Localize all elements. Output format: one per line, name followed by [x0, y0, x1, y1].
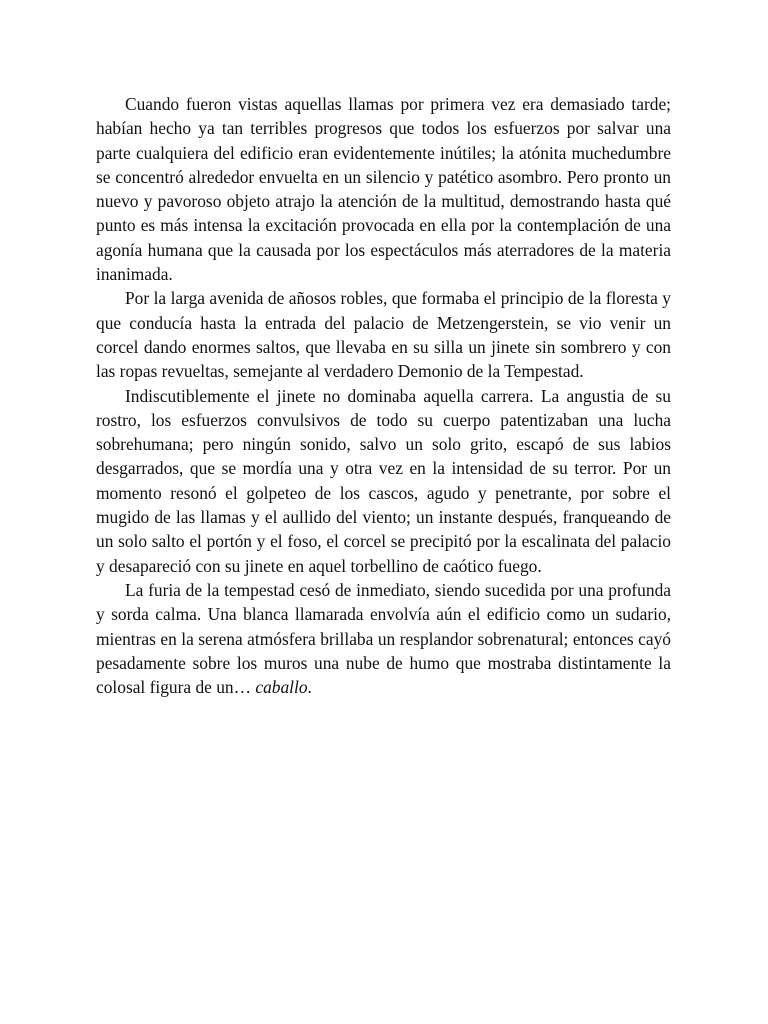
italic-word: caballo	[255, 677, 308, 698]
paragraph-4-text: La furia de la tempestad cesó de inmediato, siendo sucedida por una profunda y sorda calma. Una blanca llamarada envolvía aún el edificio como un sudario, mientras en la serena atmósfera brillaba un resplandor sobrenatural; entonces cayó pesadamente sobre los muros una nube de humo que mostraba distintamente la colosal figura de un…	[96, 579, 671, 698]
paragraph-2: Por la larga avenida de añosos robles, que formaba el principio de la floresta y que conducía hasta la entrada del palacio de Metzengerstein, se vio venir un corcel dando enormes saltos, que llevaba en su silla un jinete sin sombrero y con las ropas revueltas, semejante al verdadero Demonio de la Tempestad.	[96, 288, 671, 382]
paragraph-4	[96, 578, 671, 699]
paragraph-3: Indiscutiblemente el jinete no dominaba aquella carrera. La angustia de su rostro, los esfuerzos convulsivos de todo su cuerpo patentizaban una lucha sobrehumana; pero ningún sonido, salvo un solo grito, escapó de sus labios desgarrados, que se mordía una y otra vez en la intensidad de su terror. Por un momento resonó el golpeteo de los cascos, agudo y penetrante, por sobre el mugido de las llamas y el aullido del viento; un instante después, franqueando de un solo salto el portón y el foso, el corcel se precipitó por la escalinata del palacio y desapareció con su jinete en aquel torbellino de caótico fuego.	[96, 385, 671, 576]
document-page	[96, 92, 671, 699]
paragraph-4-end: .	[307, 677, 312, 698]
paragraph-1: Cuando fueron vistas aquellas llamas por primera vez era demasiado tarde; habían hecho ya tan terribles progresos que todos los esfuerzos por salvar una parte cualquiera del edificio eran evidentemente inútiles; la atónita muchedumbre se concentró alrededor envuelta en un silencio y patético asombro. Pero pronto un nuevo y pavoroso objeto atrajo la atención de la multitud, demostrando hasta qué punto es más intensa la excitación provocada en ella por la contemplación de una agonía humana que la causada por los espectáculos más aterradores de la materia inanimada.	[96, 94, 671, 285]
